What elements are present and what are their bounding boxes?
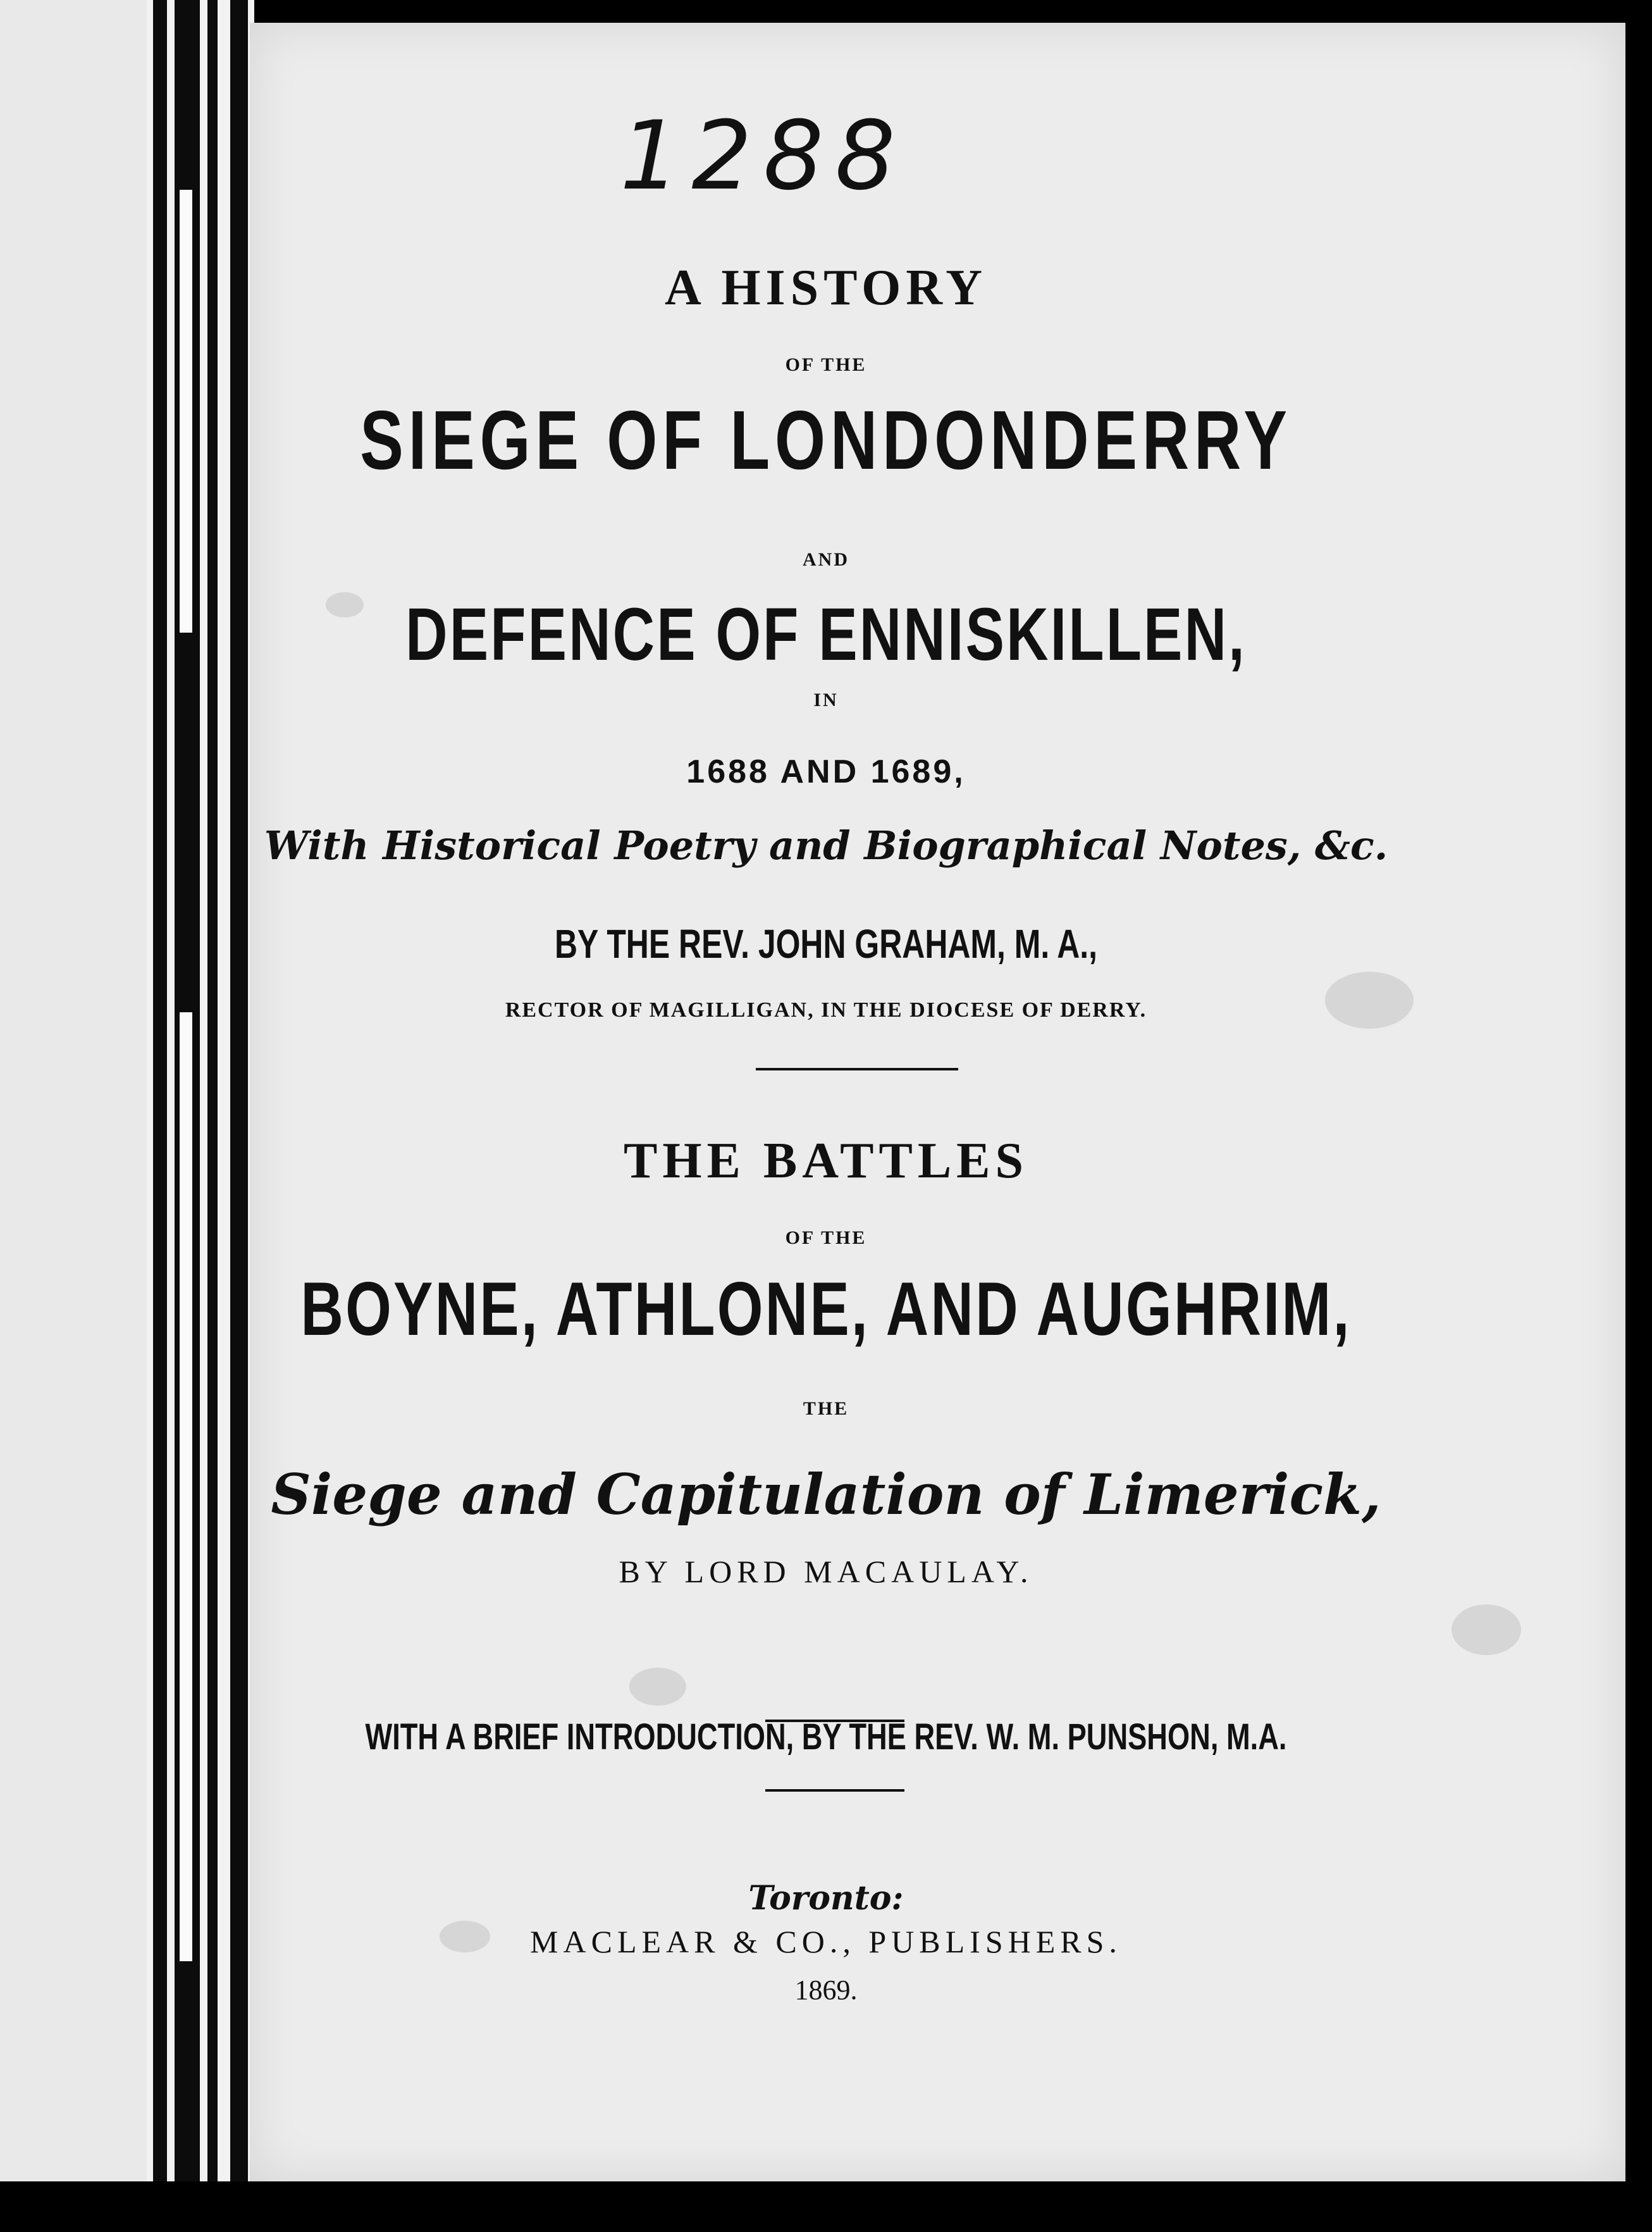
handwritten-catalog-number: 1288 xyxy=(620,101,907,211)
title-siege-of-londonderry: SIEGE OF LONDONDERRY xyxy=(360,394,1292,487)
imprint-city: Toronto: xyxy=(748,1879,904,1918)
title-of-the: OF THE xyxy=(785,354,867,375)
imprint-publisher: MACLEAR & CO., PUBLISHERS. xyxy=(530,1924,1122,1959)
title-and: AND xyxy=(803,549,849,570)
part-two-boyne-athlone-aughrim: BOYNE, ATHLONE, AND AUGHRIM, xyxy=(300,1267,1352,1351)
title-defence-of-enniskillen: DEFENCE OF ENNISKILLEN, xyxy=(405,593,1247,676)
intro-rule-bottom xyxy=(765,1789,904,1792)
divider-rule xyxy=(756,1068,958,1070)
part-two-siege-of-limerick: Siege and Capitulation of Limerick, xyxy=(271,1461,1381,1527)
title-in: IN xyxy=(813,690,839,710)
part-two-of-the: OF THE xyxy=(785,1227,867,1248)
author-byline: BY THE REV. JOHN GRAHAM, M. A., xyxy=(555,921,1097,967)
part-two-the-battles: THE BATTLES xyxy=(623,1133,1029,1189)
title-a-history: A HISTORY xyxy=(664,260,988,316)
author-position: RECTOR OF MAGILLIGAN, IN THE DIOCESE OF DERRY. xyxy=(505,998,1147,1022)
title-page xyxy=(250,23,1625,2181)
title-subtitle: With Historical Poetry and Biographical Notes, &c. xyxy=(264,822,1388,869)
part-two-byline: BY LORD MACAULAY. xyxy=(619,1554,1033,1589)
title-years: 1688 AND 1689, xyxy=(686,753,966,790)
imprint-year: 1869. xyxy=(794,1975,858,2006)
scan-bottom-edge xyxy=(0,2181,1652,2232)
introduction-credit: WITH A BRIEF INTRODUCTION, BY THE REV. W. M. PUNSHON, M.A. xyxy=(365,1716,1287,1758)
part-two-the: THE xyxy=(803,1398,849,1419)
